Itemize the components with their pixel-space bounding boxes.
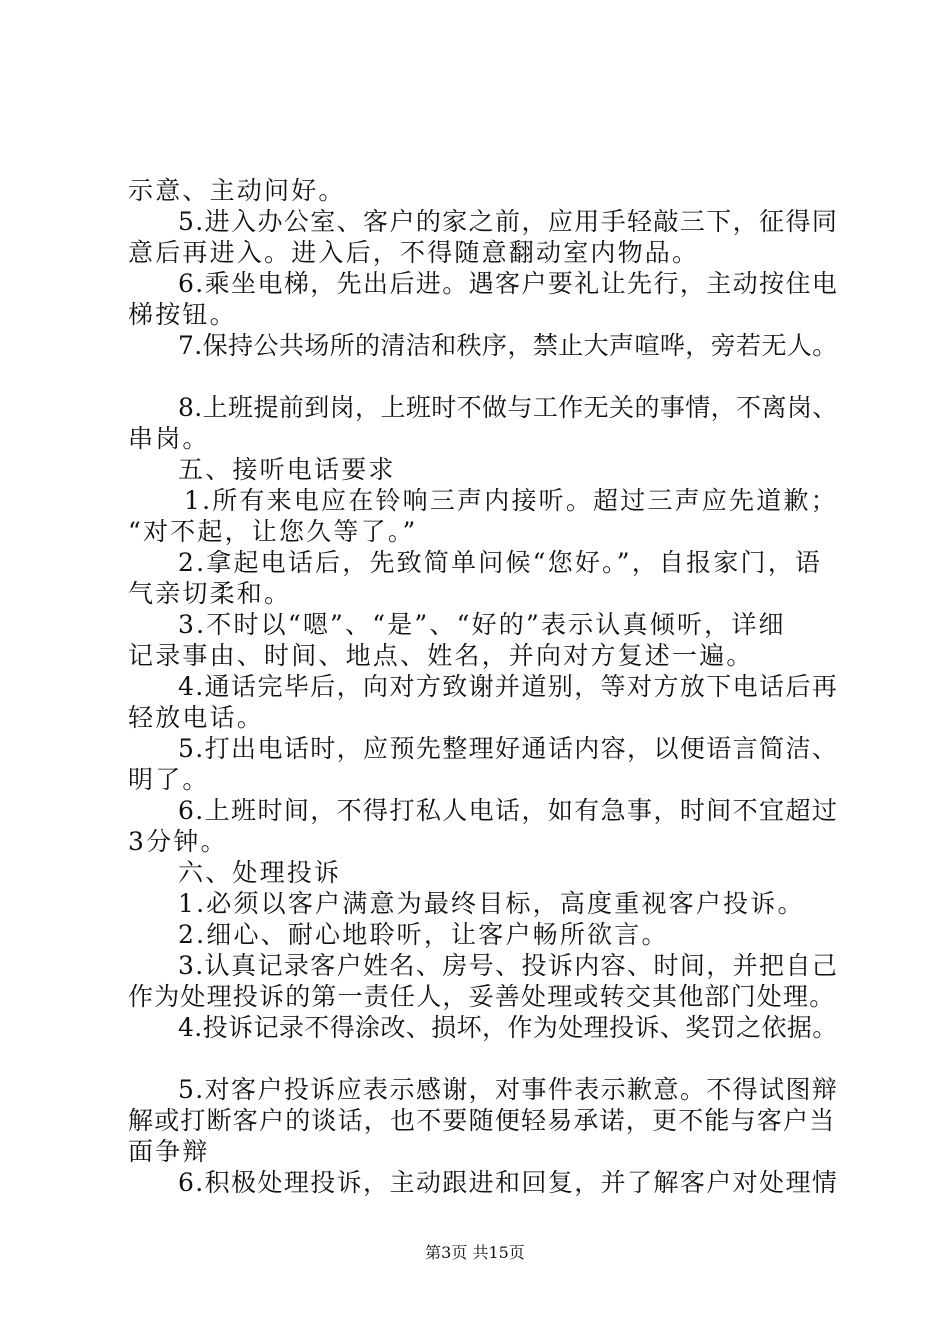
text-line: 2.拿起电话后，先致简单问候“您好。”，自报家门，语 — [178, 548, 823, 577]
text-line: 4.投诉记录不得涂改、损坏，作为处理投诉、奖罚之依据。 — [178, 1013, 838, 1042]
text-line: 解或打断客户的谈话，也不要随便轻易承诺，更不能与客户当 — [128, 1106, 836, 1135]
text-line: 串岗。 — [128, 424, 210, 453]
text-line: 意后再进入。进入后，不得随意翻动室内物品。 — [128, 238, 700, 267]
section-heading: 六、处理投诉 — [178, 858, 342, 887]
text-line: 6.乘坐电梯，先出后进。遇客户要礼让先行，主动按住电 — [178, 269, 839, 298]
text-line: 气亲切柔和。 — [128, 579, 292, 608]
text-line: 3.不时以“嗯”、“是”、“好的”表示认真倾听，详细 — [178, 610, 786, 639]
text-line: “对不起，让您久等了。” — [128, 517, 418, 546]
text-line: 7.保持公共场所的清洁和秩序，禁止大声喧哗，旁若无人。 — [178, 331, 838, 360]
text-line: 3.认真记录客户姓名、房号、投诉内容、时间，并把自己 — [178, 951, 839, 980]
blank-line — [128, 1043, 840, 1074]
text-line: 记录事由、时间、地点、姓名，并向对方复述一遍。 — [128, 641, 754, 670]
text-line: 1.所有来电应在铃响三声内接听。超过三声应先道歉； — [184, 486, 838, 515]
text-line: 明了。 — [128, 765, 210, 794]
text-line: 1.必须以客户满意为最终目标，高度重视客户投诉。 — [178, 889, 805, 918]
text-line: 5.打出电话时，应预先整理好通话内容，以便语言简洁、 — [178, 734, 839, 763]
blank-line — [128, 361, 840, 392]
section-heading: 五、接听电话要求 — [178, 455, 396, 484]
text-line: 8.上班提前到岗，上班时不做与工作无关的事情，不离岗、 — [178, 393, 838, 422]
text-line: 示意、主动问好。 — [128, 176, 346, 205]
text-line: 6.积极处理投诉，主动跟进和回复，并了解客户对处理情 — [178, 1168, 839, 1197]
text-line: 面争辩 — [128, 1137, 210, 1166]
text-line: 3分钟。 — [128, 827, 228, 856]
text-line: 4.通话完毕后，向对方致谢并道别，等对方放下电话后再 — [178, 672, 839, 701]
text-line: 梯按钮。 — [128, 300, 237, 329]
text-line: 轻放电话。 — [128, 703, 265, 732]
text-line: 5.进入办公室、客户的家之前，应用手轻敲三下，征得同 — [178, 207, 839, 236]
text-line: 6.上班时间，不得打私人电话，如有急事，时间不宜超过 — [178, 796, 839, 825]
text-line: 2.细心、耐心地聆听，让客户畅所欲言。 — [178, 920, 669, 949]
page-number-footer: 第3页 共15页 — [425, 1243, 525, 1262]
text-line: 5.对客户投诉应表示感谢，对事件表示歉意。不得试图辩 — [178, 1075, 839, 1104]
text-line: 作为处理投诉的第一责任人，妥善处理或转交其他部门处理。 — [128, 982, 836, 1011]
document-body — [128, 175, 840, 1198]
